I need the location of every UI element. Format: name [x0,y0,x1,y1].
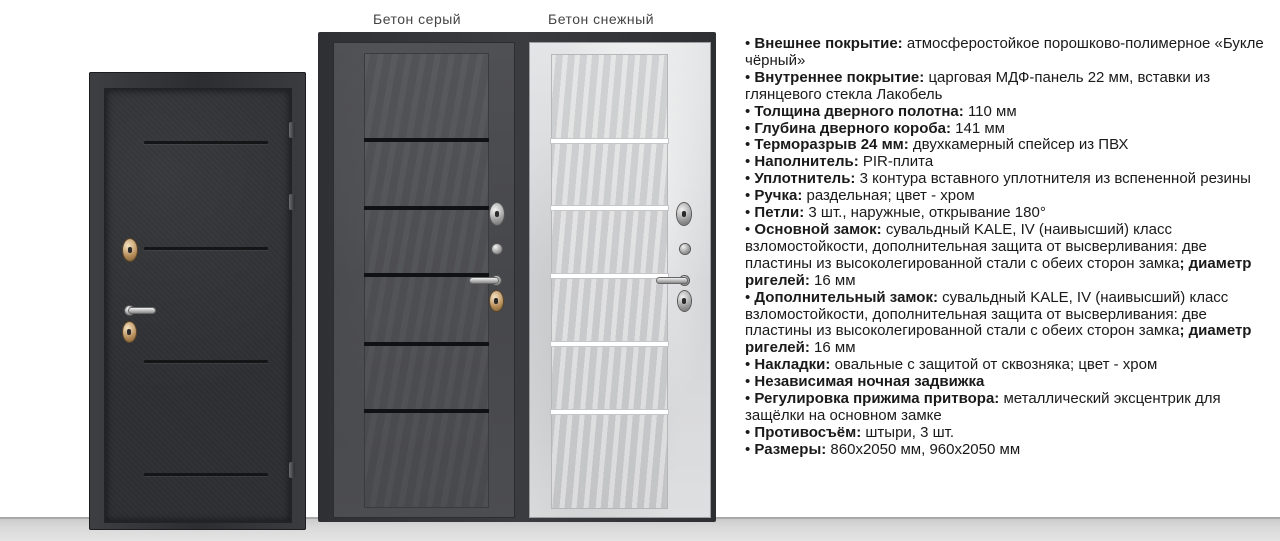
label-concrete-snow: Бетон снежный [548,11,655,27]
exterior-door-frame [89,72,306,530]
spec-label: ; диаметр ригелей: [745,322,1252,357]
lacobel-glass-insert [364,206,489,210]
spec-value: 16 мм [809,271,856,289]
spec-label: Петли: [754,204,805,222]
lacobel-glass-insert [364,273,489,277]
spec-item: • Дополнительный замок: сувальдный KALE, IV (наивысший) класс взломостойкости, дополнительная защита от высверливания: две пластины из высоколегированной стали с обеих сторон замка; диаметр ригелей: 16 мм [745,288,1252,357]
spec-item: • Терморазрыв 24 мм: двухкамерный спейсер из ПВХ [745,136,1129,154]
spec-label: Дополнительный замок: [754,288,938,306]
spec-value: сувальдный KALE, IV (наивысший) класс взломостойкости, дополнительная защита от высверливания: две пластины из высоколегированной стали с обеих сторон замка [745,288,1229,340]
lacobel-glass-insert [551,410,668,414]
spec-label: Внутреннее покрытие: [754,68,925,86]
spec-value: PIR-плита [858,153,934,171]
spec-value: двухкамерный спейсер из ПВХ [908,136,1129,154]
spec-value: царговая МДФ-панель 22 мм, вставки из глянцевого стекла Лакобель [745,68,1211,103]
spec-item: • Глубина дверного короба: 141 мм [745,119,1005,137]
spec-value: раздельная; цвет - хром [802,187,975,205]
spec-label: Толщина дверного полотна: [754,102,964,120]
main-lock-escutcheon [123,322,136,342]
spec-value: 3 контура вставного уплотнителя из вспененной резины [855,170,1251,188]
spec-item: • Противосъём: штыри, 3 шт. [745,423,955,441]
spec-value: штыри, 3 шт. [861,423,955,441]
spec-label: Уплотнитель: [754,170,856,188]
lacobel-glass-insert [364,342,489,346]
upper-lock-escutcheon [677,203,691,225]
spec-label: Размеры: [754,440,827,458]
spec-label: Ручка: [754,187,803,205]
spec-label: Противосъём: [754,423,862,441]
upper-lock-escutcheon [490,203,504,225]
main-lock-escutcheon [678,291,691,311]
spec-item: • Основной замок: сувальдный KALE, IV (наивысший) класс взломостойкости, дополнительная защита от высверливания: две пластины из высоколегированной стали с обеих сторон замка; диаметр ригелей: 16 мм [745,220,1252,289]
spec-item: • Независимая ночная задвижка [745,373,985,391]
spec-item: • Размеры: 860х2050 мм, 960х2050 мм [745,440,1021,458]
spec-item: • Наполнитель: PIR-плита [745,153,934,171]
spec-label: Основной замок: [754,220,882,238]
spec-label: Независимая ночная задвижка [754,373,985,391]
spec-item: • Внутреннее покрытие: царговая МДФ-панель 22 мм, вставки из глянцевого стекла Лакобель [745,68,1211,103]
spec-item: • Толщина дверного полотна: 110 мм [745,102,1017,120]
exterior-door-leaf [104,88,292,523]
hinge-icon [289,462,295,478]
spec-value: атмосферостойкое порошково-полимерное «Букле чёрный» [745,35,1264,69]
spec-value: 860х2050 мм, 960х2050 мм [826,440,1021,458]
spec-value: металлический эксцентрик для защёлки на основном замке [745,390,1221,424]
decor-strip [144,360,268,363]
panel-concrete-snow-inner [551,54,668,509]
door-handle [470,278,498,283]
lacobel-glass-insert [551,274,668,278]
spec-list [745,36,1270,459]
lacobel-glass-insert [364,138,489,142]
spec-item: • Петли: 3 шт., наружные, открывание 180° [745,204,1046,222]
night-latch-knob [492,244,502,254]
spec-value: 16 мм [809,339,856,357]
lacobel-glass-insert [551,206,668,210]
door-handle [129,308,155,313]
hinge-icon [289,194,295,210]
spec-item: • Внешнее покрытие: атмосферостойкое порошково-полимерное «Букле чёрный» [745,35,1264,69]
main-lock-escutcheon [490,291,503,311]
label-concrete-grey: Бетон серый [373,11,462,27]
spec-label: Терморазрыв 24 мм: [754,136,909,154]
spec-value: 141 мм [950,119,1005,137]
decor-strip [144,141,268,144]
spec-item: • Уплотнитель: 3 контура вставного уплотнителя из вспененной резины [745,170,1251,188]
spec-value: 3 шт., наружные, открывание 180° [804,204,1046,222]
spec-label: ; диаметр ригелей: [745,254,1252,289]
spec-label: Накладки: [754,356,831,374]
night-latch-knob [680,244,690,254]
decor-strip [144,473,268,476]
spec-label: Внешнее покрытие: [754,35,903,52]
spec-item: • Ручка: раздельная; цвет - хром [745,187,975,205]
hinge-icon [289,122,295,138]
spec-label: Регулировка прижима притвора: [754,390,1000,408]
spec-item: • Накладки: овальные с защитой от сквозняка; цвет - хром [745,356,1158,374]
spec-item: • Регулировка прижима притвора: металлический эксцентрик для защёлки на основном замке [745,390,1221,424]
decor-strip [144,247,268,250]
spec-label: Глубина дверного короба: [754,119,951,137]
lacobel-glass-insert [364,409,489,413]
lacobel-glass-insert [551,342,668,346]
lacobel-glass-insert [551,139,668,143]
door-handle [657,278,687,283]
spec-value: 110 мм [963,102,1017,120]
spec-value: овальные с защитой от сквозняка; цвет - хром [830,356,1158,374]
upper-lock-escutcheon [123,239,137,261]
spec-value: сувальдный KALE, IV (наивысший) класс взломостойкости, дополнительная защита от высверливания: две пластины из высоколегированной стали с обеих сторон замка [745,220,1207,272]
spec-label: Наполнитель: [754,153,859,171]
